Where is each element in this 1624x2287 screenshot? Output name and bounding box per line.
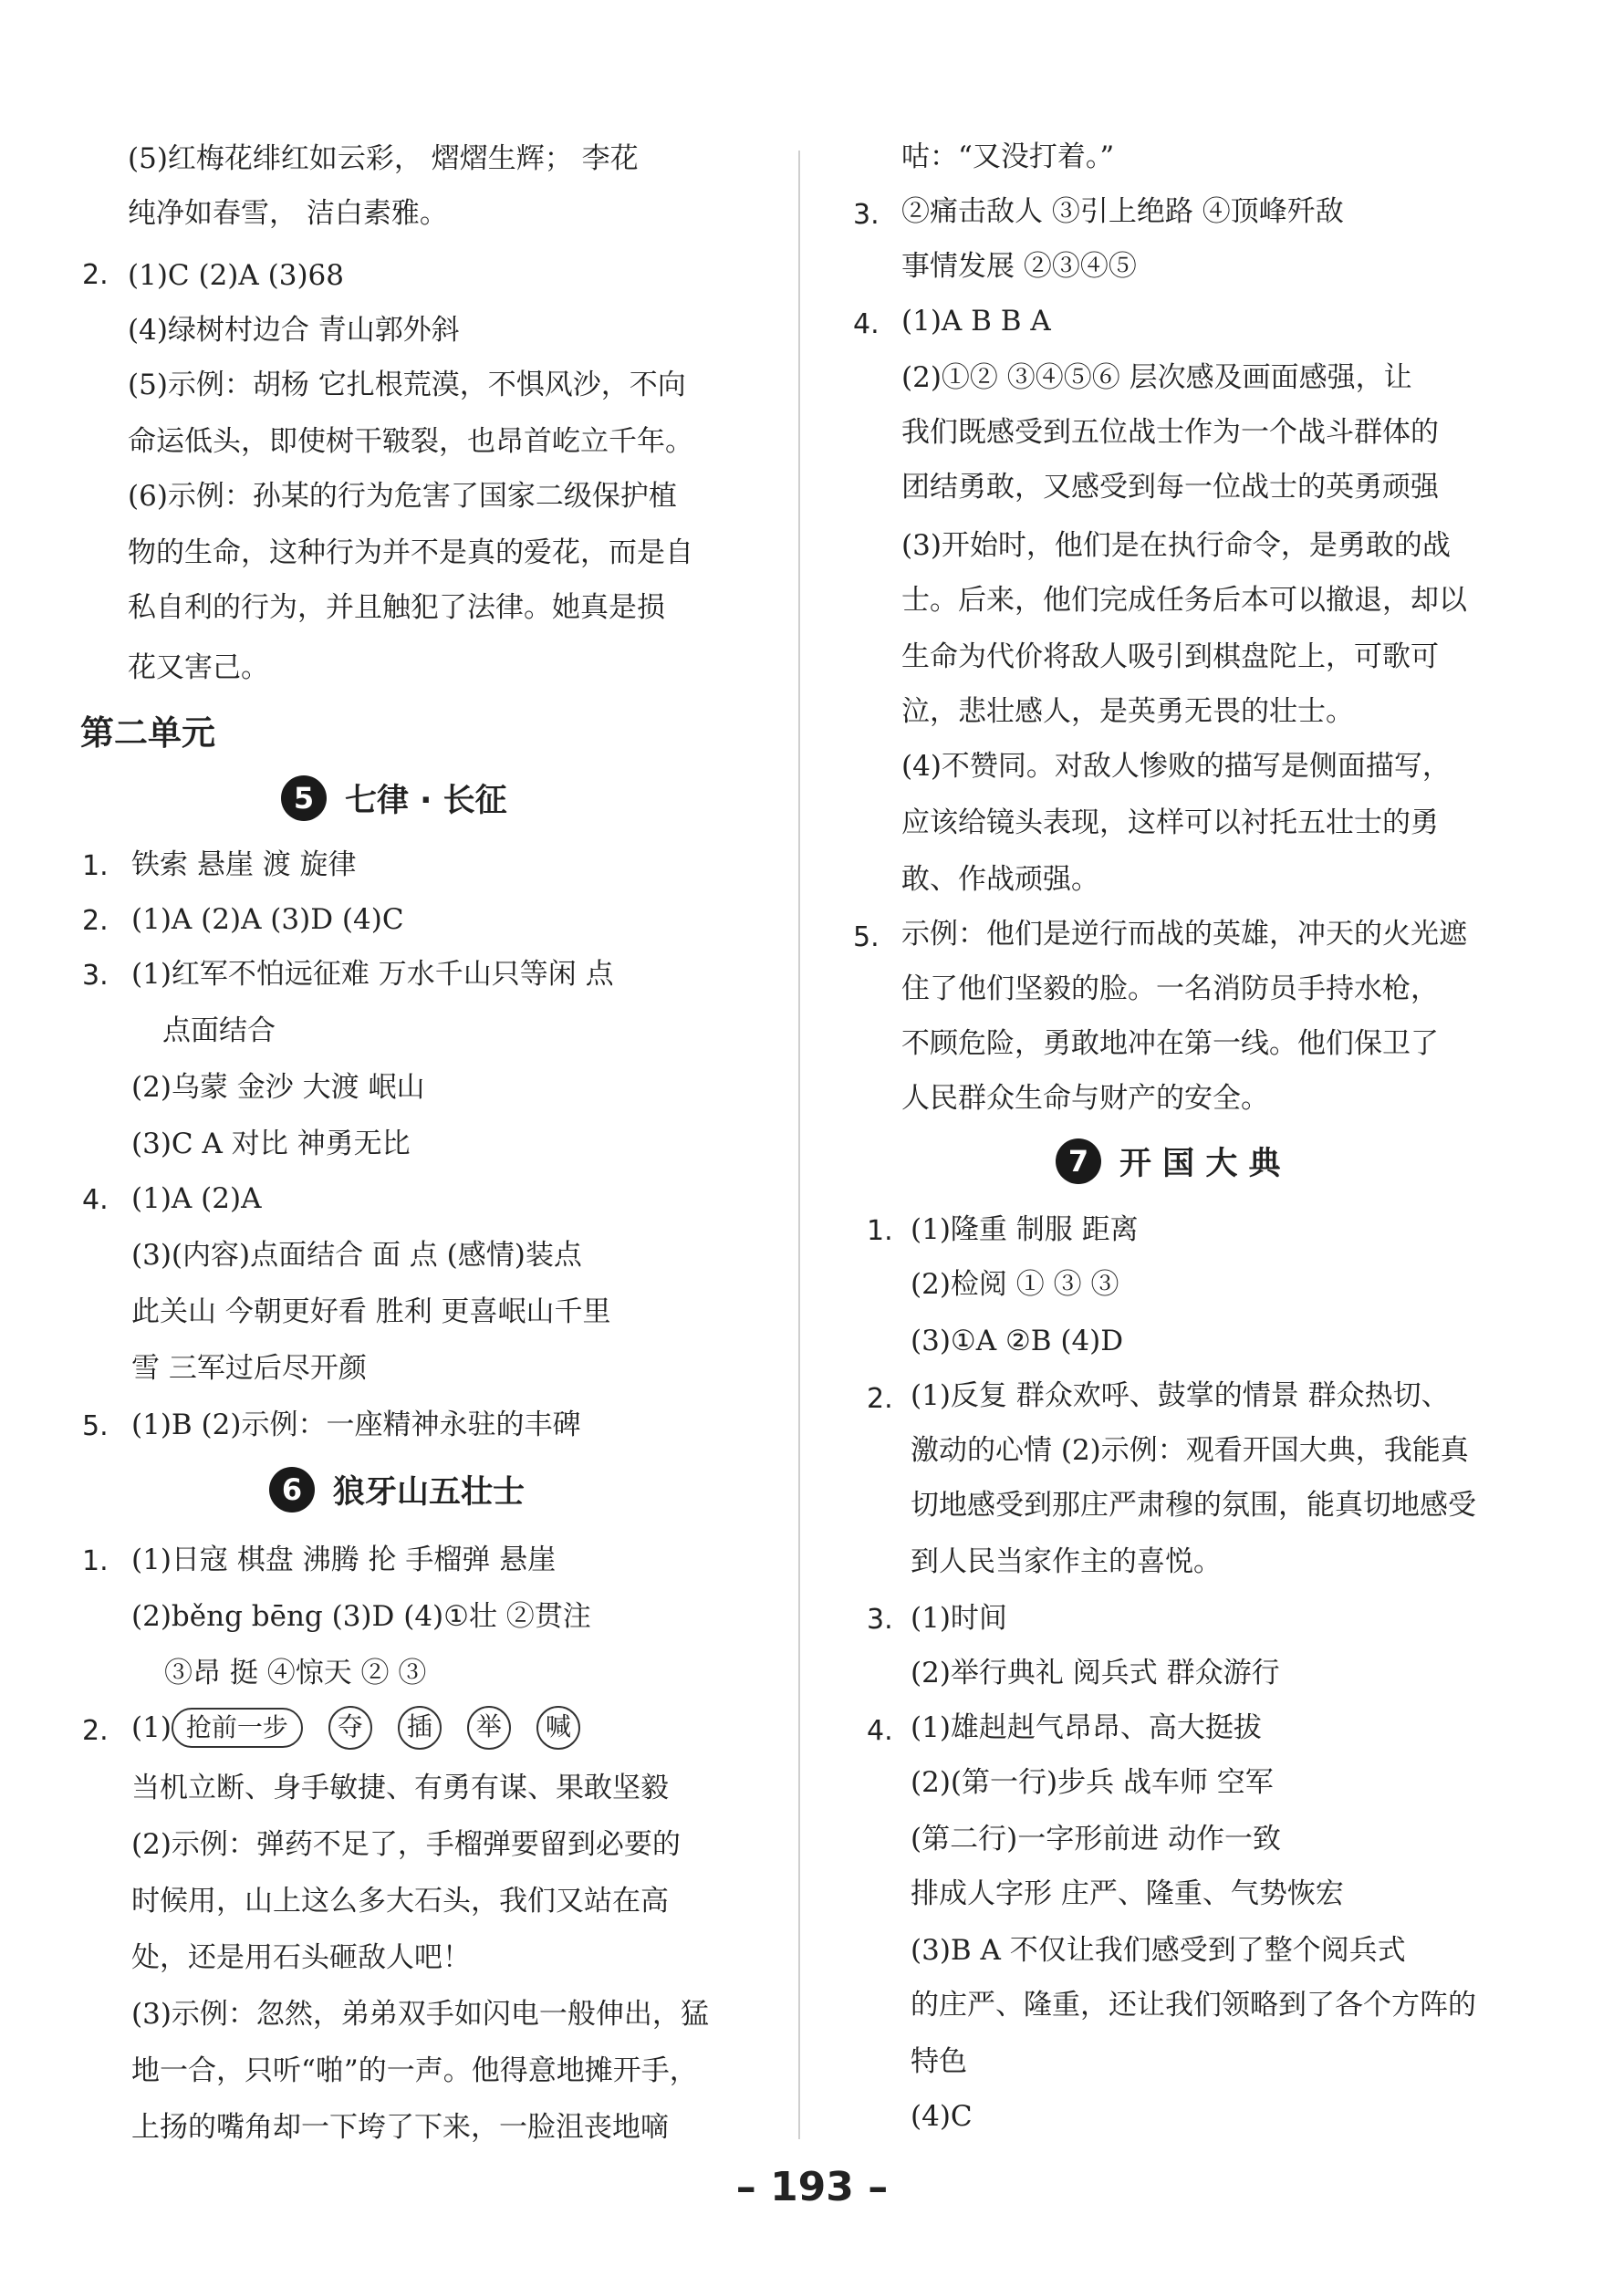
column-divider [798, 151, 800, 2139]
question-number: 2. [82, 905, 109, 937]
lesson-title: 开 国 大 典 [1119, 1146, 1281, 1182]
text-line: (1)A B B A [901, 305, 1051, 338]
circled-phrase: 抢前一步 [172, 1708, 303, 1748]
text-line: 纯净如春雪， 洁白素雅。 [128, 197, 448, 230]
text-line: (3)开始时，他们是在执行命令，是勇敢的战 [901, 529, 1451, 562]
text-line: 当机立断、身手敏捷、有勇有谋、果敢坚毅 [131, 1772, 669, 1804]
question-number: 4. [867, 1715, 893, 1747]
text-line: 应该给镜头表现，这样可以衬托五壮士的勇 [901, 806, 1439, 839]
text-line: 泣，悲壮感人，是英勇无畏的壮士。 [901, 695, 1354, 728]
text-line: (1)红军不怕远征难 万水千山只等闲 点 [131, 958, 614, 991]
text-line: 团结勇敢，又感受到每一位战士的英勇顽强 [901, 471, 1439, 504]
text-line: (3)(内容)点面结合 面 点 (感情)装点 [131, 1239, 582, 1272]
text-line: 切地感受到那庄严肃穆的氛围，能真切地感受 [911, 1489, 1476, 1522]
text-line: 咕：“又没打着。” [901, 140, 1115, 173]
text-line: (1)A (2)A [131, 1182, 262, 1215]
text-line: 点面结合 [162, 1014, 276, 1047]
text-line: 排成人字形 庄严、隆重、气势恢宏 [911, 1877, 1344, 1910]
text-line: 士。后来，他们完成任务后本可以撤退，却以 [901, 584, 1467, 617]
text-line: (1)雄赳赳气昂昂、高大挺拔 [911, 1711, 1262, 1744]
text-line: 命运低头，即使树干皲裂，也昂首屹立千年。 [128, 425, 693, 458]
lesson-title: 狼牙山五壮士 [333, 1474, 526, 1511]
text-line: (3)①A ②B (4)D [911, 1325, 1124, 1357]
lesson-number-badge: 6 [269, 1467, 315, 1513]
text-line: (1)C (2)A (3)68 [128, 259, 344, 292]
text-line: 上扬的嘴角却一下垮了下来，一脸沮丧地嘀 [131, 2111, 669, 2144]
text-line: 敢、作战顽强。 [901, 863, 1099, 896]
text-line: 花又害己。 [128, 651, 269, 684]
text-line: 私自利的行为，并且触犯了法律。她真是损 [128, 591, 665, 624]
question-number: 2. [82, 1715, 109, 1747]
text-line: ②痛击敌人 ③引上绝路 ④顶峰歼敌 [901, 195, 1344, 228]
text-line: 事情发展 ②③④⑤ [901, 250, 1137, 283]
text-line: (1)日寇 棋盘 沸腾 抡 手榴弹 悬崖 [131, 1544, 557, 1576]
text-line: 处，还是用石头砸敌人吧！ [131, 1941, 471, 1974]
question-number: 1. [867, 1215, 893, 1247]
text-line: (1)时间 [911, 1602, 1007, 1635]
circled-char: 插 [398, 1706, 442, 1750]
lesson-number-badge: 5 [281, 775, 327, 821]
text-line: ③昂 挺 ④惊天 ② ③ [164, 1657, 427, 1689]
text-line: 特色 [911, 2045, 967, 2078]
text-line: (5)示例：胡杨 它扎根荒漠，不惧风沙，不向 [128, 369, 686, 401]
text-line: (1)A (2)A (3)D (4)C [131, 903, 404, 936]
text-line: 此关山 今朝更好看 胜利 更喜岷山千里 [131, 1295, 611, 1328]
question-number: 5. [82, 1410, 109, 1442]
lesson-title: 七律 · 长征 [345, 783, 507, 819]
unit-heading: 第二单元 [80, 713, 215, 753]
text-line: (1)反复 群众欢呼、鼓掌的情景 群众热切、 [911, 1379, 1450, 1412]
text-line: 我们既感受到五位战士作为一个战斗群体的 [901, 416, 1439, 449]
question-number: 2. [82, 259, 109, 291]
text-line: 铁索 悬崖 渡 旋律 [131, 848, 357, 881]
text-line: (2)举行典礼 阅兵式 群众游行 [911, 1657, 1280, 1689]
text-line: 到人民当家作主的喜悦。 [911, 1545, 1222, 1578]
text-line: (6)示例：孙某的行为危害了国家二级保护植 [128, 480, 677, 513]
question-number: 3. [853, 199, 880, 231]
question-number: 2. [867, 1383, 893, 1415]
text-line: 人民群众生命与财产的安全。 [901, 1082, 1269, 1115]
circled-char: 夺 [328, 1706, 372, 1750]
answer-prefix: (1) [131, 1711, 172, 1744]
circled-char: 喊 [536, 1706, 580, 1750]
text-line: 生命为代价将敌人吸引到棋盘陀上，可歌可 [901, 640, 1439, 673]
text-line: (4)绿树村边合 青山郭外斜 [128, 314, 460, 347]
text-line: 住了他们坚毅的脸。一名消防员手持水枪， [901, 972, 1439, 1005]
text-line: (5)红梅花绯红如云彩， 熠熠生辉； 李花 [128, 142, 639, 175]
lesson-heading [281, 775, 507, 821]
text-line: (4)不赞同。对敌人惨败的描写是侧面描写， [901, 750, 1451, 783]
text-line: (1)B (2)示例：一座精神永驻的丰碑 [131, 1409, 581, 1441]
text-line: 雪 三军过后尽开颜 [131, 1352, 367, 1385]
question-number: 4. [82, 1184, 109, 1216]
text-line: 时候用，山上这么多大石头，我们又站在高 [131, 1885, 669, 1918]
text-line: 示例：他们是逆行而战的英雄，冲天的火光遮 [901, 918, 1467, 951]
text-line: (2)①② ③④⑤⑥ 层次感及画面感强，让 [901, 361, 1412, 394]
text-line: (4)C [911, 2100, 973, 2133]
lesson-heading [269, 1467, 525, 1513]
text-line: (2)检阅 ① ③ ③ [911, 1268, 1119, 1301]
text-line: (第二行)一字形前进 动作一致 [911, 1823, 1282, 1856]
question-number: 1. [82, 1545, 109, 1577]
text-line: 不顾危险，勇敢地冲在第一线。他们保卫了 [901, 1027, 1439, 1060]
page-number: – 193 – [735, 2164, 889, 2210]
circled-answer-row [131, 1706, 580, 1750]
question-number: 1. [82, 850, 109, 882]
text-line: (2)乌蒙 金沙 大渡 岷山 [131, 1071, 425, 1104]
question-number: 5. [853, 921, 880, 953]
text-line: 激动的心情 (2)示例：观看开国大典，我能真 [911, 1434, 1469, 1467]
text-line: 物的生命，这种行为并不是真的爱花，而是自 [128, 536, 693, 569]
text-line: (3)C A 对比 神勇无比 [131, 1128, 411, 1160]
lesson-number-badge: 7 [1056, 1138, 1101, 1184]
text-line: (3)B A 不仅让我们感受到了整个阅兵式 [911, 1934, 1406, 1967]
circled-char: 举 [467, 1706, 511, 1750]
question-number: 3. [82, 960, 109, 992]
text-line: (2)(第一行)步兵 战车师 空军 [911, 1766, 1274, 1799]
text-line: 的庄严、隆重，还让我们领略到了各个方阵的 [911, 1989, 1476, 2022]
text-line: (2)示例：弹药不足了，手榴弹要留到必要的 [131, 1828, 681, 1861]
lesson-heading [1056, 1138, 1281, 1184]
text-line: (1)隆重 制服 距离 [911, 1213, 1139, 1246]
question-number: 4. [853, 308, 880, 340]
text-line: (3)示例：忽然，弟弟双手如闪电一般伸出，猛 [131, 1998, 709, 2031]
text-line: (2)běng bēng (3)D (4)①壮 ②贯注 [131, 1600, 591, 1633]
question-number: 3. [867, 1604, 893, 1636]
text-line: 地一合，只听“啪”的一声。他得意地摊开手， [131, 2054, 698, 2087]
